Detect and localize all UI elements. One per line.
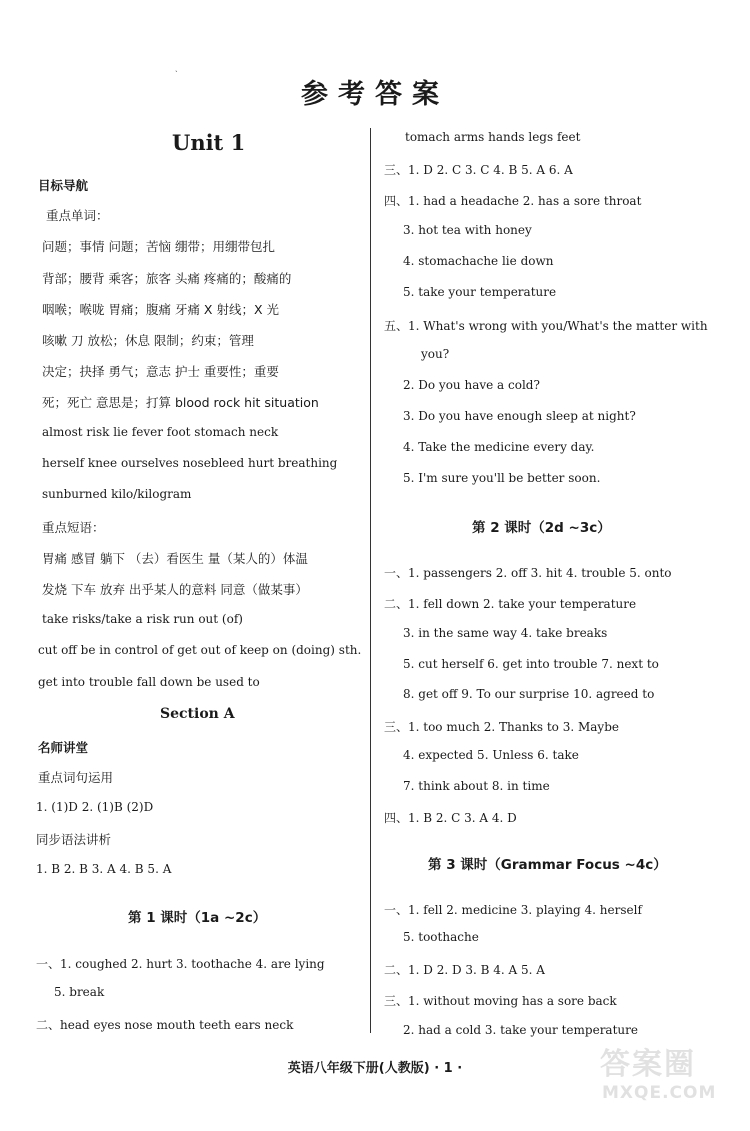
- line: 4. stomachache lie down: [403, 254, 554, 268]
- line: 重点单词：: [46, 208, 109, 223]
- line: 重点词句运用: [38, 770, 114, 785]
- line: sunburned kilo/kilogram: [42, 487, 192, 501]
- line: 二、head eyes nose mouth teeth ears neck: [36, 1018, 294, 1032]
- line: 2. had a cold 3. take your temperature: [403, 1023, 638, 1037]
- section-heading: Section A: [160, 706, 235, 722]
- line: get into trouble fall down be used to: [38, 675, 260, 689]
- line: 5. take your temperature: [403, 285, 557, 299]
- line: almost risk lie fever foot stomach neck: [42, 425, 279, 439]
- lesson-heading: 第 3 课时（Grammar Focus ~4c）: [428, 857, 667, 873]
- line: 咳嗽 刀 放松；休息 限制；约束；管理: [42, 333, 254, 348]
- lesson-heading: 第 1 课时（1a ~2c）: [128, 910, 267, 926]
- line: 3. hot tea with honey: [403, 223, 532, 237]
- line: 5. cut herself 6. get into trouble 7. next to: [403, 657, 659, 671]
- line: 三、1. D 2. C 3. C 4. B 5. A 6. A: [384, 163, 573, 177]
- line: 一、1. coughed 2. hurt 3. toothache 4. are lying: [36, 957, 325, 971]
- line: 5. toothache: [403, 930, 479, 944]
- line: you?: [421, 347, 450, 361]
- line: 重点短语：: [42, 520, 105, 535]
- line: 三、1. too much 2. Thanks to 3. Maybe: [384, 720, 619, 734]
- line: 同步语法讲析: [36, 832, 112, 847]
- unit-heading: Unit 1: [172, 130, 246, 155]
- line: 胃痛 感冒 躺下 （去）看医生 量（某人的）体温: [42, 551, 308, 566]
- lesson-heading: 第 2 课时（2d ~3c）: [472, 520, 611, 536]
- line: take risks/take a risk run out (of): [42, 612, 243, 626]
- watermark-url: MXQE.COM: [602, 1083, 717, 1103]
- line: 问题；事情 问题；苦恼 绷带；用绷带包扎: [42, 239, 275, 254]
- line: 5. I'm sure you'll be better soon.: [403, 471, 601, 485]
- line: 发烧 下车 放弃 出乎某人的意料 同意（做某事）: [42, 582, 308, 597]
- line: herself knee ourselves nosebleed hurt breathing: [42, 456, 338, 470]
- line: tomach arms hands legs feet: [405, 130, 581, 144]
- page-title: 参考答案: [301, 79, 449, 110]
- line: 4. Take the medicine every day.: [403, 440, 595, 454]
- line: 二、1. fell down 2. take your temperature: [384, 597, 637, 611]
- line: 1. (1)D 2. (1)B (2)D: [36, 800, 154, 814]
- watermark-logo: [596, 1039, 736, 1117]
- line: 四、1. had a headache 2. has a sore throat: [384, 194, 642, 208]
- line: 2. Do you have a cold?: [403, 378, 540, 392]
- speck-mark: ˎ: [175, 63, 178, 72]
- line: 4. expected 5. Unless 6. take: [403, 748, 579, 762]
- line: 3. Do you have enough sleep at night?: [403, 409, 636, 423]
- line: 二、1. D 2. D 3. B 4. A 5. A: [384, 963, 545, 977]
- line: 一、1. fell 2. medicine 3. playing 4. herself: [384, 903, 642, 917]
- line: 8. get off 9. To our surprise 10. agreed to: [403, 687, 655, 701]
- line: 名师讲堂: [38, 740, 89, 755]
- line: 四、1. B 2. C 3. A 4. D: [384, 811, 517, 825]
- line: 决定；抉择 勇气；意志 护士 重要性；重要: [42, 364, 279, 379]
- line: 1. B 2. B 3. A 4. B 5. A: [36, 862, 172, 876]
- line: 一、1. passengers 2. off 3. hit 4. trouble 5. onto: [384, 566, 672, 580]
- watermark-text: 答案圈: [600, 1047, 696, 1082]
- line: 咽喉；喉咙 胃痛；腹痛 牙痛 X 射线；X 光: [42, 302, 279, 317]
- line: 死；死亡 意思是；打算 blood rock hit situation: [42, 395, 319, 410]
- line: 5. break: [54, 985, 105, 999]
- line: 三、1. without moving has a sore back: [384, 994, 617, 1008]
- line: 3. in the same way 4. take breaks: [403, 626, 608, 640]
- line: 背部；腰背 乘客；旅客 头痛 疼痛的；酸痛的: [42, 271, 292, 286]
- column-divider: [370, 128, 371, 1033]
- line: cut off be in control of get out of keep on (doing) sth.: [38, 643, 362, 657]
- page-footer: 英语八年级下册(人教版) · 1 ·: [287, 1061, 463, 1076]
- line: 7. think about 8. in time: [403, 779, 550, 793]
- line: 五、1. What's wrong with you/What's the matter with: [384, 319, 708, 333]
- line: 目标导航: [38, 178, 89, 193]
